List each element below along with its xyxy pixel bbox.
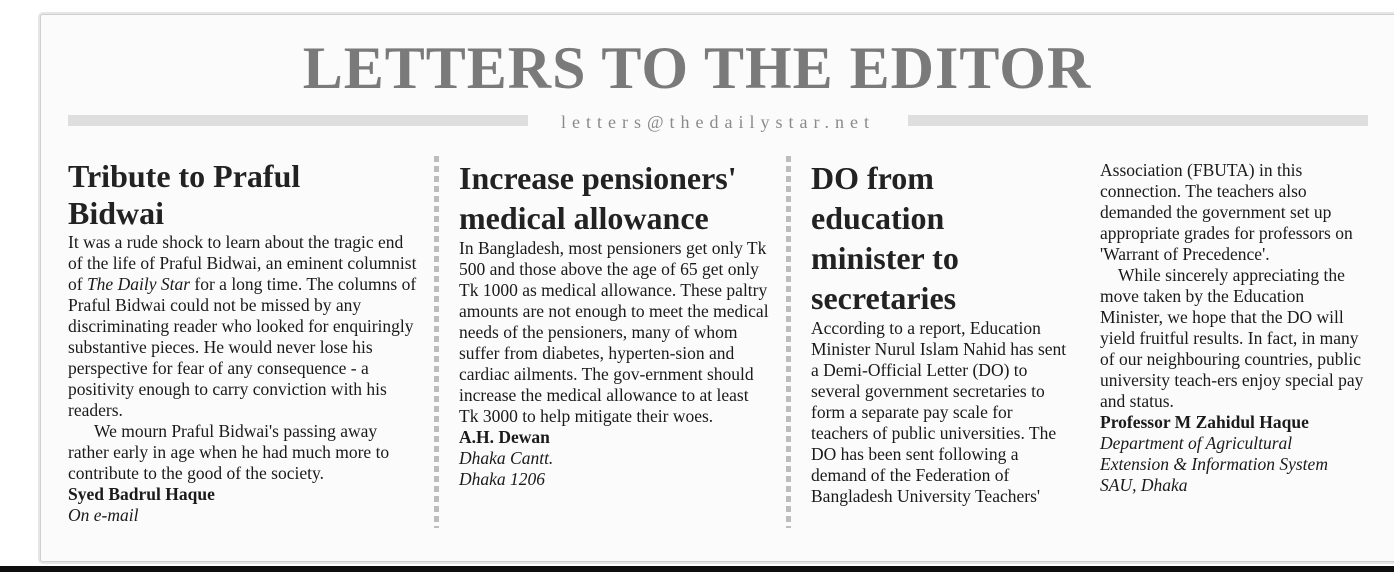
paragraph-text: for a long time. The columns of Praful Bidwai could not be missed by any discriminating reader who looked for enquiringly substantive pieces. He would never lose his perspective for fear of any consequence - a positivity enough to carry conviction with his readers.	[68, 274, 417, 420]
section-title: LETTERS TO THE EDITOR	[302, 35, 1092, 101]
signature-name: Syed Badrul Haque	[68, 484, 215, 504]
letter-headline: Tribute to Praful Bidwai	[68, 158, 301, 231]
signature-line: Department of Agricultural	[1100, 433, 1293, 453]
editor-email[interactable]: letters@thedailystar.net	[560, 112, 876, 132]
letter-body	[1100, 160, 1368, 412]
signature-name: A.H. Dewan	[459, 427, 550, 447]
signature-line: Dhaka Cantt.	[459, 448, 554, 468]
letter-headline: Increase pensioners' medical allowance	[459, 160, 737, 236]
signature-line: SAU, Dhaka	[1100, 475, 1188, 495]
letter-paragraph	[68, 232, 418, 421]
letter-body	[459, 238, 771, 427]
column-divider	[434, 156, 439, 528]
letter-do-continuation	[1100, 160, 1368, 496]
letter-paragraph: According to a report, Education Minister Nurul Islam Nahid has sent a Demi-Official Letter (DO) to several government secretaries to form a separate pay scale for teachers of public universities. The DO has been sent following a demand of the Federation of Bangladesh University Teachers'	[811, 318, 1067, 506]
bottom-edge	[0, 566, 1394, 572]
signature-name: Professor M Zahidul Haque	[1100, 412, 1309, 432]
letter-body	[811, 318, 1073, 507]
paragraph-text: It was a rude shock to learn about the tragic end of the life of Praful Bidwai, an eminent columnist of	[68, 232, 417, 294]
signature-line: Dhaka 1206	[459, 469, 546, 489]
letter-paragraph: In Bangladesh, most pensioners get only Tk 500 and those above the age of 65 get only Tk 1000 as medical allowance. These paltry amounts are not enough to meet the medical needs of the pensioners, many of whom suffer from diabetes, hyperten-sion and cardiac ailments. The gov-ernment should increase the medical allowance to at least Tk 3000 to help mitigate their woes.	[459, 238, 769, 426]
letter-do-education-minister	[811, 158, 1073, 507]
letter-paragraph: We mourn Praful Bidwai's passing away rather early in age when he had much more to contribute to the good of the society.	[68, 421, 390, 483]
rule-right	[908, 115, 1368, 126]
letter-headline: DO from education minister to secretaries	[811, 160, 959, 316]
letter-pensioners-allowance	[459, 158, 771, 490]
column-divider	[786, 156, 791, 528]
letter-paragraph: While sincerely appreciating the move taken by the Education Minister, we hope that the DO will yield fruitful results. In fact, in many of our neighbouring countries, public university teach-ers enjoy special pay and status.	[1100, 265, 1364, 411]
letter-body	[68, 232, 418, 484]
letter-tribute-praful-bidwai	[68, 158, 418, 526]
signature-line: On e-mail	[68, 505, 139, 525]
newspaper-name: The Daily Star	[86, 274, 191, 294]
rule-left	[68, 115, 528, 126]
letter-paragraph: Association (FBUTA) in this connection. The teachers also demanded the government set up appropriate grades for professors on 'Warrant of Precedence'.	[1100, 160, 1353, 264]
signature-line: Extension & Information System	[1100, 454, 1328, 474]
